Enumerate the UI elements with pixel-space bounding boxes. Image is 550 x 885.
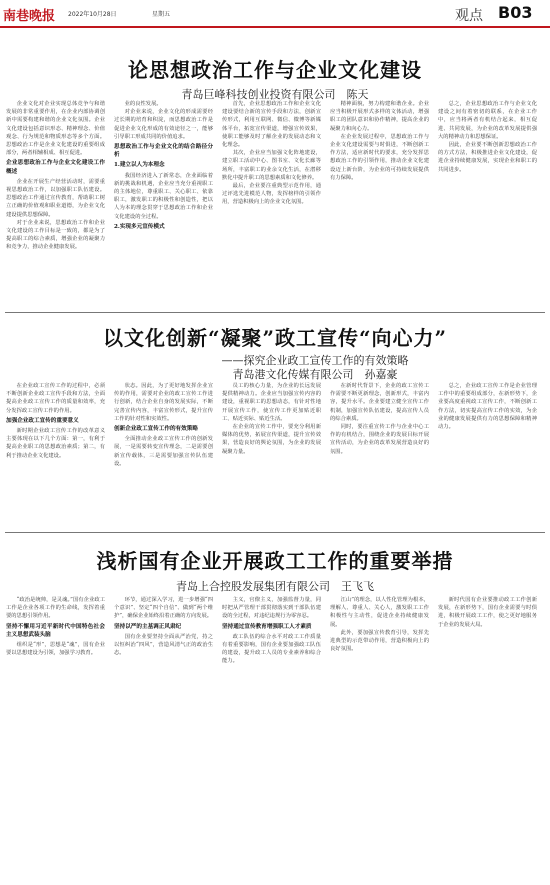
article-1-col-4 [330,100,429,305]
article-2-col-4 [330,382,429,524]
paragraph: 首先，企业思想政治工作和企业文化建设要结合新的宣传手段和方法，创新宣传形式，利用互联网、微信、微博等新媒体平台，拓宽宣传渠道，增强宣传效果，使职工能够及时了解企业的发展动态和文化理念。 [222,101,321,149]
article-2-col-2 [114,382,213,524]
paragraph: 企业在开展生产经营活动时，需要重视思想政治工作，以加强职工队伍建设。思想政治工作通过宣传教育，帮助职工树立正确的价值观和职业道德，为企业文化建设提供思想保障。 [6,178,105,218]
article-1-title: 论思想政治工作与企业文化建设 [128,58,422,82]
paragraph: 精神面貌，努力构建和谐企业。企业应当积极开展形式多样的文体活动，增强职工的团队意识和协作精神，提高企业的凝聚力和向心力。 [330,101,429,132]
paragraph: 状态。因此，为了更好地发挥企业宣传的作用，需要对企业的政工宣传工作进行创新，结合企业自身的发展实际，不断完善宣传内容，丰富宣传形式，提升宣传工作的针对性和实效性。 [114,383,213,422]
article-1-col-2 [114,100,213,305]
article-3-col-3 [222,596,321,880]
paragraph: 环节，通过深入学习，进一步增强“四个意识”、坚定“四个自信”、做到“两个维护”，确保企业始终沿着正确的方向发展。 [114,597,213,620]
article-divider [5,532,545,533]
article-2-col-1 [6,382,105,524]
paragraph: 新时期企业政工宣传工作的改革意义主要体现在以下几个方面：第一，有利于提高企业职工的思想政治素质；第二，有利于推动企业文化建设。 [6,428,105,459]
section-heading: 创新企业政工宣传工作的有效策略 [114,426,198,433]
section-heading: 2.实现多元宣传模式 [114,223,165,230]
paragraph: 政工队伍的综合水平对政工工作质量有着重要影响，国有企业要加强政工队伍的建设，提升政工人员的专业素养和综合能力。 [222,633,321,665]
article-3-col-2 [114,596,213,880]
paragraph: 对企业来说，企业文化的形成需要经过长期的培育和积淀，而思想政治工作是促进企业文化形成的有效途径之一，能够引导职工形成共同的价值追求。 [114,109,213,140]
section-heading: 企业思想政治工作与企业文化建设工作概述 [6,160,105,175]
issue-weekday: 星期五 [152,11,171,18]
paragraph: 组织是“形”，思想是“魂”，国有企业要以思想建设为引领，加强学习教育。 [6,642,105,657]
article-1-col-5 [438,100,537,305]
article-1-col-3 [222,100,321,305]
paragraph: 其次，企业应当加强文化阵地建设，建立职工活动中心、图书室、文化长廊等场所，丰富职工的业余文化生活，在潜移默化中提升职工的思想素质和文化修养。 [222,150,321,181]
page-number: B03 [498,3,533,22]
section-heading: 加强企业政工宣传的重要意义 [6,417,79,424]
paragraph: 在企业发展过程中，思想政治工作与企业文化建设需要与时俱进，不断创新工作方法，适应新时代的要求，充分发挥思想政治工作的引领作用，推动企业文化建设迈上新台阶，为企业的可持续发展提供有力保障。 [330,133,429,181]
paragraph: 在企业的宣传工作中，要充分利用新媒体的优势，拓展宣传渠道，提升宣传效果，营造良好的舆论氛围，为企业的发展凝聚力量。 [222,424,321,455]
paragraph: 最后，企业要注重典型示范作用，通过评选先进模范人物，发挥榜样的引领作用，营造积极向上的企业文化氛围。 [222,183,321,206]
paragraph: 员工的核心力量，为企业的长远发展提供精神动力。企业应当加强宣传内容的建设，重视职工的思想动态，有针对性地开展宣传工作，使宣传工作更加贴近职工、贴近实际、贴近生活。 [222,383,321,422]
paragraph: 主义，官僚主义，加强监督力量，同时把从严管理干部贯彻落实到干部队伍建设的全过程，对违纪违规行为零容忍。 [222,597,321,620]
article-2-byline: 青岛港文化传媒有限公司 孙嘉豪 [232,368,398,381]
article-2-title: 以文化创新“凝聚”政工宣传“向心力” [102,326,447,350]
paragraph: 全面推动企业政工宣传工作的创新发展，一是需要转变宣传理念，二是需要创新宣传载体，三是需要加强宣传队伍建设。 [114,436,213,467]
article-divider [5,312,545,313]
paragraph: 在企业政工宣传工作的过程中，必须不断创新企业政工宣传手段和方法，全面提高企业政工宣传工作的质量和效率，充分发挥政工宣传工作的作用。 [6,383,105,414]
article-3-col-4 [330,596,429,880]
article-2-subtitle: ——探究企业政工宣传工作的有效策略 [221,354,409,367]
top-rule [0,26,550,28]
issue-date: 2022年10月28日 [68,11,117,18]
article-3-byline: 青岛上合控股发展集团有限公司 王飞飞 [176,580,374,593]
article-3-col-5 [438,596,537,880]
article-3-columns [6,596,537,880]
section-heading: 思想政治工作与企业文化的结合路径分析 [114,144,213,159]
paragraph: 业的良性发展。 [124,101,162,107]
paragraph: 总之，企业政工宣传工作是企业管理工作中的重要组成部分，在新形势下，企业要高度重视政工宣传工作，不断创新工作方法，切实提高宣传工作的实效，为企业的健康发展提供有力的思想保障和精神动力。 [438,383,537,431]
section-name: 观点 [455,8,483,24]
section-heading: 坚持通过宣传教育增强职工人才素质 [222,623,312,630]
paragraph: 此外，要加强宣传教育引导，发挥先进典型的示范带动作用，营造积极向上的良好氛围。 [330,629,429,653]
article-2-col-3 [222,382,321,524]
newspaper-logo: 南巷晚报 [3,9,56,24]
paragraph: 在新时代背景下，企业的政工宣传工作需要不断更新理念，创新形式，丰富内容，提升水平。企业要建立健全宣传工作机制，加强宣传队伍建设，提高宣传人员的综合素质。 [330,383,429,422]
article-1-col-1 [6,100,105,305]
article-2-columns [6,382,537,524]
paragraph: 对于企业来说，思想政治工作和企业文化建设的工作目标是一致的，都是为了提高职工的综合素质，增强企业的凝聚力和竞争力，推动企业健康发展。 [6,219,105,251]
section-heading: 坚持不懈用习近平新时代中国特色社会主义思想武装头脑 [6,623,105,638]
paragraph: 企业文化对企业实现总体竞争与和谐发展的非常重要作用，在企业内部协调创新中需要构建和谐的企业文化氛围。企业文化建设包括意识形态、精神理念、价值观念、行为规范和物质形态等多个方面。思想政治工作是企业文化建设的重要组成部分，两者相辅相成、相互促进。 [6,101,105,157]
masthead [0,0,550,28]
section-heading: 坚持以严的主基调正风肃纪 [114,623,182,630]
paragraph: 因此，企业要不断创新思想政治工作的方式方法，积极推进企业文化建设，促进企业持续健康发展，实现企业和职工的共同进步。 [438,142,537,173]
paragraph: 总之，企业思想政治工作与企业文化建设之间有着密切的联系，在企业工作中，应当将两者有机结合起来，相互促进、共同发展，为企业的改革发展提供强大的精神动力和思想保证。 [438,101,537,140]
paragraph: 江山”的理念，以人性化管理为根本，理解人、尊重人、关心人，激发职工工作积极性与主动性，促进企业持续健康发展。 [330,597,429,628]
paragraph: 同时，要注重宣传工作与企业中心工作的有机结合，围绕企业的发展目标开展宣传活动，为企业的改革发展营造良好的氛围。 [330,424,429,455]
article-3-col-1 [6,596,105,880]
article-2-col-5 [438,382,537,524]
article-1-columns [6,100,537,305]
paragraph: 新时代国有企业要推动政工工作创新发展，在新形势下，国有企业需要与时俱进，积极开展政工工作，使之更好地服务于企业的发展大局。 [438,597,537,628]
article-3-title: 浅析国有企业开展政工工作的重要举措 [96,549,454,573]
paragraph: “政治是统帅，是灵魂。”国有企业政工工作是企业各项工作的生命线，发挥着重要的思想引领作用。 [6,597,105,620]
paragraph: 国有企业要坚持全面从严治党，持之以恒纠治“四风”，营造风清气正的政治生态。 [114,633,213,657]
article-1-byline: 青岛巨峰科技创业投资有限公司 陈天 [181,88,369,101]
section-heading: 1.建立以人为本理念 [114,162,165,169]
paragraph: 我国经济进入了新常态，企业面临着新的挑战和机遇，企业应当充分重视职工的主体地位，尊重职工、关心职工、依靠职工，激发职工的积极性和创造性，把以人为本的理念贯穿于思想政治工作和企业文化建设的全过程。 [114,172,213,220]
